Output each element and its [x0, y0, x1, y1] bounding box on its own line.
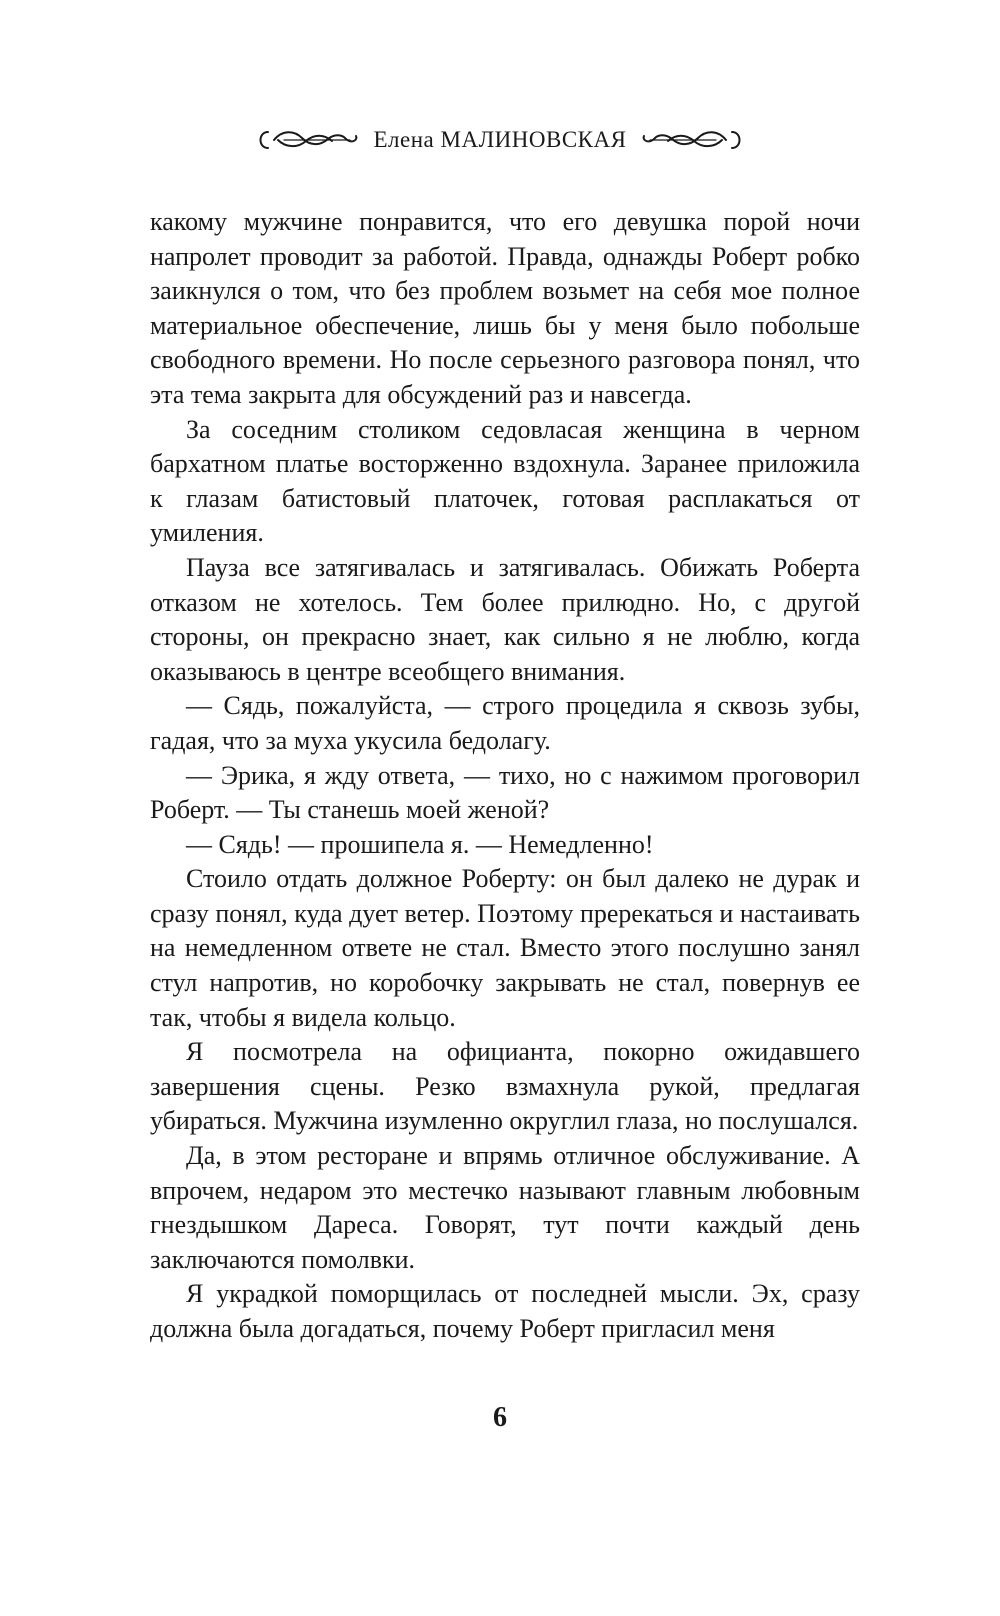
- scroll-flourish-icon: [638, 126, 746, 154]
- dialogue-line: — Сядь, пожалуйста, — строго процедила я сквозь зубы, гадая, что за муха укусила бедолагу.: [150, 691, 860, 755]
- paragraph: Я посмотрела на официанта, покорно ожидавшего завершения сцены. Резко взмахнула рукой, предлагая убираться. Мужчина изумленно округлил глаза, но послушался.: [150, 1037, 860, 1136]
- paragraph: Я украдкой поморщилась от последней мысли. Эх, сразу должна была догадаться, почему Роберт пригласил меня: [150, 1279, 860, 1343]
- dialogue-line: — Эрика, я жду ответа, — тихо, но с нажимом проговорил Роберт. — Ты станешь моей женой?: [150, 760, 860, 825]
- paragraph: Стоило отдать должное Роберту: он был далеко не дурак и сразу понял, куда дует ветер. Поэтому пререкаться и настаивать на немедленном ответе не стал. Вместо этого послушно занял стул напротив, но коробочку закрывать не стал, повернув ее так, чтобы я видела кольцо.: [150, 864, 860, 1032]
- paragraph: Пауза все затягивалась и затягивалась. Обижать Роберта отказом не хотелось. Тем более прилюдно. Но, с другой стороны, он прекрасно знает, как сильно я не люблю, когда оказываюсь в центре всеобщего внимания.: [150, 552, 860, 686]
- page-number: 6: [493, 1402, 507, 1433]
- author-last-name: МАЛИНОВСКАЯ: [440, 127, 627, 152]
- running-head: [0, 120, 1000, 160]
- scroll-flourish-icon: [254, 126, 362, 154]
- running-head-title: [374, 127, 627, 153]
- dialogue-line: — Сядь! — прошипела я. — Немедленно!: [186, 829, 654, 859]
- author-first-name: Елена: [373, 127, 435, 152]
- paragraph: За соседним столиком седовласая женщина в черном бархатном платье восторженно вздохнула. Заранее приложила к глазам батистовый платочек, готовая расплакаться от умиления.: [150, 414, 860, 548]
- body-text: [150, 205, 860, 1347]
- paragraph: Да, в этом ресторане и впрямь отличное обслуживание. А впрочем, недаром это местечко называют главным любовным гнездышком Дареса. Говорят, тут почти каждый день заключаются помолвки.: [150, 1141, 860, 1274]
- paragraph: какому мужчине понравится, что его девушка порой ночи напролет проводит за работой. Правда, однажды Роберт робко заикнулся о том, что без проблем возьмет на себя мое полное материальное обеспечение, лишь бы у меня было побольше свободного времени. Но после серьезного разговора понял, что эта тема закрыта для обсуждений раз и навсегда.: [150, 207, 860, 409]
